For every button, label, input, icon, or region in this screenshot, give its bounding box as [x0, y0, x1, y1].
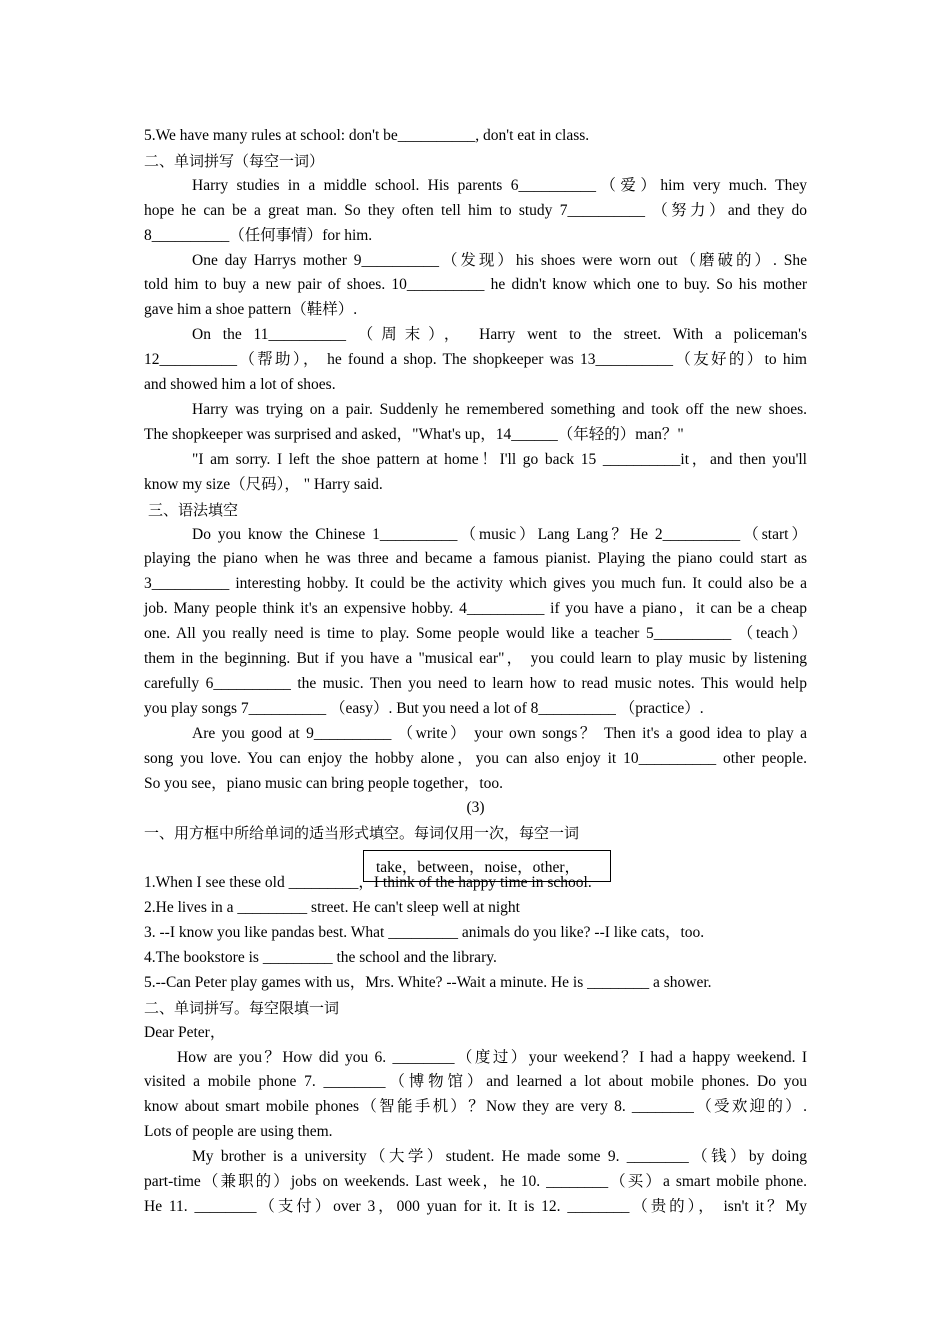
- section-heading-word-spelling: 二、单词拼写（每空一词）: [144, 151, 325, 170]
- passage-line: "I am sorry. I left the shoe pattern at home！I'll go back 15 __________it，and then you'll: [192, 450, 807, 468]
- question-item: 3. --I know you like pandas best. What _________ animals do you like? --I like cats，too.: [144, 923, 705, 941]
- passage-line: job. Many people think it's an expensive hobby. 4__________ if you have a piano，it can be a cheap: [144, 600, 807, 618]
- letter-line: How are you？How did you 6. ________（度过）your weekend？I had a happy weekend. I: [177, 1048, 807, 1066]
- passage-line: One day Harrys mother 9__________（发现）his shoes were worn out（磨破的）. She: [192, 251, 807, 269]
- letter-line: know about smart mobile phones（智能手机）？Now they are very 8. ________（受欢迎的）.: [144, 1098, 808, 1116]
- letter-line: My brother is a university（大学）student. He made some 9. ________（钱）by doing: [192, 1148, 807, 1166]
- passage-line: Harry was trying on a pair. Suddenly he remembered something and took off the new shoes.: [192, 400, 807, 418]
- passage-line: Do you know the Chinese 1__________（music）Lang Lang？He 2__________（start）: [192, 525, 807, 543]
- passage-line: On the 11__________ （周末）， Harry went to the street. With a policeman's: [192, 326, 807, 344]
- passage-line: told him to buy a new pair of shoes. 10__________ he didn't know which one to buy. So his mother: [144, 276, 807, 294]
- passage-line: and showed him a lot of shoes.: [144, 376, 336, 394]
- passage-line: carefully 6__________ the music. Then you need to learn how to read music notes. This would help: [144, 674, 807, 692]
- passage-line: know my size（尺码）， " Harry said.: [144, 475, 383, 493]
- letter-line: part-time（兼职的）jobs on weekends. Last week，he 10. ________（买）a smart mobile phone.: [144, 1173, 807, 1191]
- letter-line: visited a mobile phone 7. ________（博物馆）and learned a lot about mobile phones. Do you: [144, 1073, 807, 1091]
- passage-line: So you see，piano music can bring people together，too.: [144, 774, 504, 792]
- passage-line: playing the piano when he was three and became a famous pianist. Playing the piano could start as: [144, 550, 807, 568]
- section-heading-word-box: 一、用方框中所给单词的适当形式填空。每词仅用一次，每空一词: [144, 824, 580, 843]
- passage-line: Are you good at 9__________ （write） your own songs？ Then it's a good idea to play a: [192, 724, 807, 742]
- part-number: (3): [466, 799, 485, 817]
- letter-greeting: Dear Peter，: [144, 1023, 226, 1041]
- word-bank-box: take，between，noise，other，: [363, 850, 611, 882]
- document-page: [144, 124, 807, 1220]
- passage-line: 3__________ interesting hobby. It could be the activity which gives you much fun. It could also be a: [144, 575, 807, 593]
- section-heading-grammar-fill: 三、语法填空: [148, 500, 239, 519]
- passage-line: gave him a shoe pattern（鞋样）.: [144, 301, 358, 319]
- passage-line: 12__________（帮助）， he found a shop. The shopkeeper was 13__________（友好的）to him: [144, 351, 807, 369]
- passage-line: 8__________（任何事情）for him.: [144, 226, 373, 244]
- section-heading-spelling-limit: 二、单词拼写。每空限填一词: [144, 998, 340, 1017]
- passage-line: them in the beginning. But if you have a "musical ear"， you could learn to play music by listening: [144, 650, 807, 668]
- passage-line: Harry studies in a middle school. His parents 6__________（爱）him very much. They: [192, 176, 807, 194]
- prev-question-5: 5.We have many rules at school: don't be__________, don't eat in class.: [144, 127, 590, 144]
- question-item: 4.The bookstore is _________ the school and the library.: [144, 948, 497, 966]
- question-item: 5.--Can Peter play games with us，Mrs. White? --Wait a minute. He is ________ a shower.: [144, 973, 712, 991]
- passage-line: hope he can be a great man. So they often tell him to study 7__________ （努力）and they do: [144, 201, 807, 219]
- question-item: 1.When I see these old _________，I think of the happy time in school.: [144, 874, 592, 892]
- question-item: 2.He lives in a _________ street. He can't sleep well at night: [144, 899, 520, 917]
- passage-line: you play songs 7__________ （easy）. But you need a lot of 8__________ （practice）.: [144, 699, 704, 717]
- passage-line: one. All you really need is time to play. Some people would like a teacher 5__________ （teach）: [144, 625, 807, 643]
- passage-line: The shopkeeper was surprised and asked，"What's up，14______（年轻的）man？": [144, 425, 684, 443]
- passage-line: song you love. You can enjoy the hobby alone，you can also enjoy it 10__________ other people.: [144, 749, 807, 767]
- letter-line: Lots of people are using them.: [144, 1123, 333, 1141]
- letter-line: He 11. ________（支付）over 3，000 yuan for it. It is 12. ________（贵的）， isn't it？My: [144, 1197, 807, 1215]
